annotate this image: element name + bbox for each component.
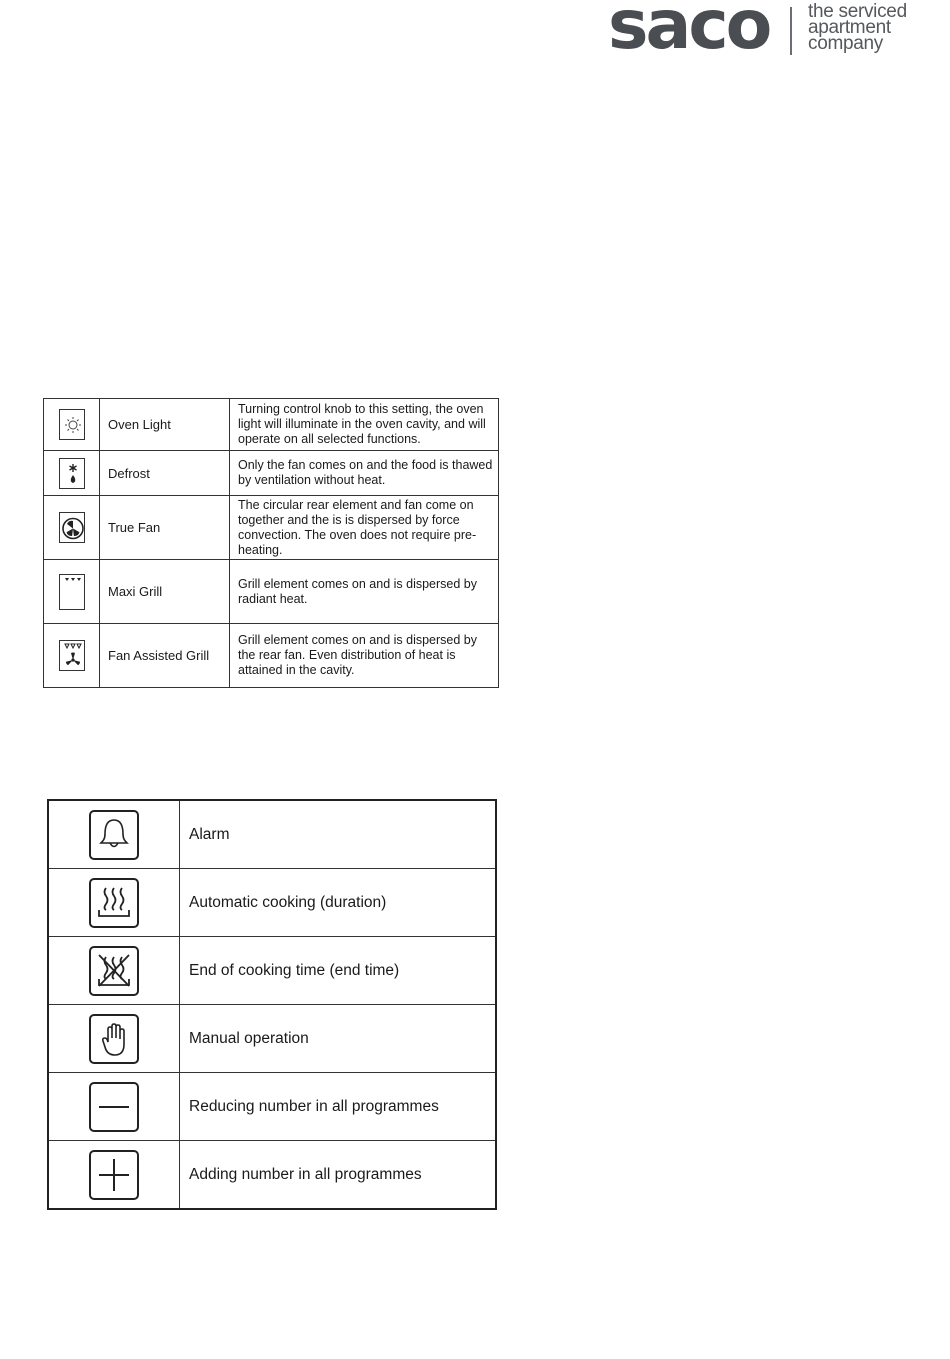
control-label: Automatic cooking (duration) <box>180 869 497 937</box>
end-of-cooking-icon <box>89 946 139 996</box>
logo-divider <box>790 7 792 55</box>
defrost-icon <box>59 458 85 489</box>
control-label: Adding number in all programmes <box>180 1141 497 1210</box>
tagline-line-3: company <box>808 33 883 54</box>
table-row <box>48 937 496 1005</box>
function-description: Grill element comes on and is dispersed by radiant heat. <box>230 560 499 624</box>
oven-functions-table <box>43 398 499 688</box>
true-fan-icon <box>59 512 85 543</box>
function-description: The circular rear element and fan come on together and the is is dispersed by force convection. The oven does not require pre-heating. <box>230 496 499 560</box>
table-row <box>48 1005 496 1073</box>
function-name: Fan Assisted Grill <box>100 624 230 688</box>
control-label: Reducing number in all programmes <box>180 1073 497 1141</box>
tagline-line-2: apartment <box>808 17 891 38</box>
plus-icon <box>89 1150 139 1200</box>
minus-icon <box>89 1082 139 1132</box>
manual-operation-hand-icon <box>89 1014 139 1064</box>
alarm-bell-icon <box>89 810 139 860</box>
function-name: Defrost <box>100 451 230 496</box>
fan-assisted-grill-icon <box>59 640 85 671</box>
control-label: End of cooking time (end time) <box>180 937 497 1005</box>
function-name: Maxi Grill <box>100 560 230 624</box>
function-name: Oven Light <box>100 399 230 451</box>
timer-controls-table <box>47 799 497 1210</box>
table-row <box>44 399 499 451</box>
table-row <box>44 451 499 496</box>
company-logo <box>608 0 913 65</box>
function-description: Turning control knob to this setting, the oven light will illuminate in the oven cavity, and will operate on all selected functions. <box>230 399 499 451</box>
table-row <box>48 1073 496 1141</box>
logo-wordmark: saco <box>608 0 770 65</box>
maxi-grill-icon <box>59 574 85 610</box>
oven-light-icon <box>59 409 85 440</box>
function-name: True Fan <box>100 496 230 560</box>
function-description: Only the fan comes on and the food is thawed by ventilation without heat. <box>230 451 499 496</box>
table-row <box>48 1141 496 1210</box>
table-row <box>44 496 499 560</box>
control-label: Alarm <box>180 800 497 869</box>
table-row <box>44 624 499 688</box>
logo-tagline <box>808 1 907 54</box>
function-description: Grill element comes on and is dispersed by the rear fan. Even distribution of heat is attained in the cavity. <box>230 624 499 688</box>
tagline-line-1: the serviced <box>808 1 907 22</box>
control-label: Manual operation <box>180 1005 497 1073</box>
table-row <box>48 800 496 869</box>
automatic-cooking-icon <box>89 878 139 928</box>
table-row <box>48 869 496 937</box>
table-row <box>44 560 499 624</box>
